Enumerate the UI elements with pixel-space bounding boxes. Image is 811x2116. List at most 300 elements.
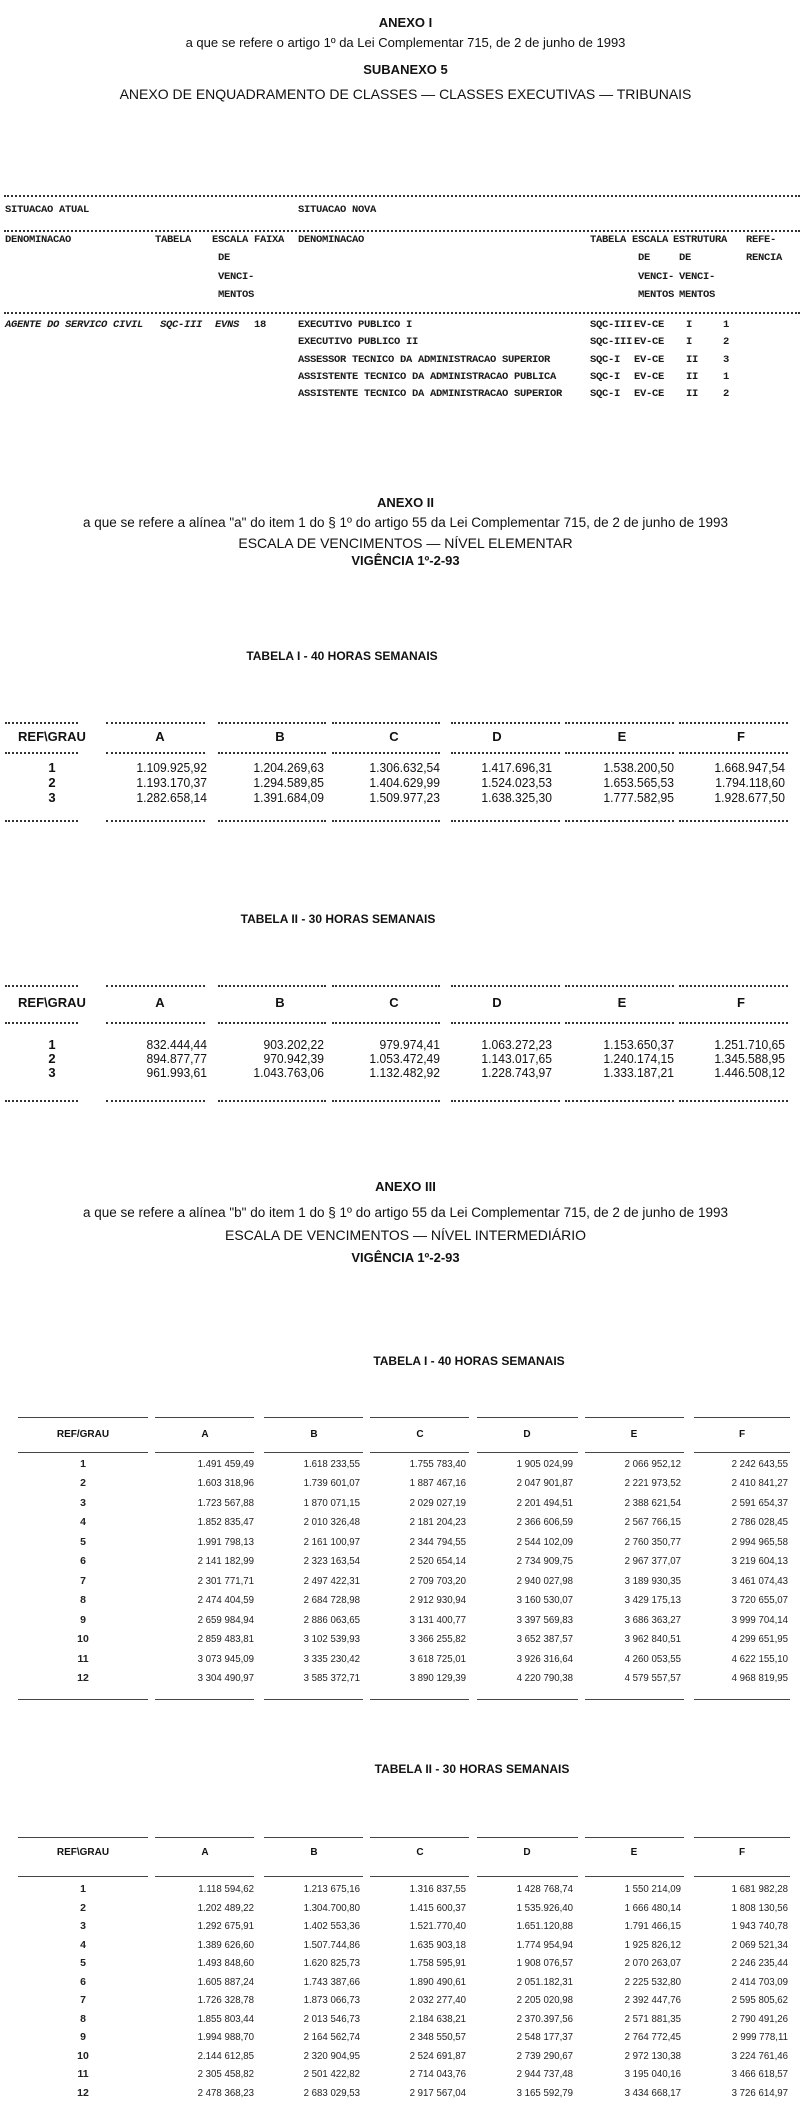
divider — [565, 820, 674, 822]
value-cell: 2 786 028,45 — [731, 1516, 788, 1529]
current-faixa: 18 — [254, 319, 267, 331]
value-cell: 1.723 567,88 — [197, 1496, 254, 1509]
value-cell: 3 686 363,27 — [624, 1613, 681, 1626]
ref-cell: 2 — [80, 1901, 86, 1914]
value-cell: 2 010 326,48 — [303, 1516, 360, 1529]
row-tabela: SQC-III — [590, 319, 633, 331]
value-cell: 2 734 909,75 — [516, 1555, 573, 1568]
value-cell: 1.743 387,66 — [303, 1975, 360, 1988]
value-cell: 2 301 771,71 — [197, 1574, 254, 1587]
value-cell: 3 189 930,35 — [624, 1574, 681, 1587]
value-cell: 1 535.926,40 — [516, 1901, 573, 1914]
divider — [4, 230, 800, 232]
divider — [218, 1100, 326, 1102]
row-escala: EV-CE — [634, 319, 665, 331]
value-cell: 1 905 024,99 — [516, 1458, 573, 1470]
header-estrutura-line: ESTRUTURA — [673, 234, 728, 246]
value-cell: 979.974,41 — [379, 1037, 440, 1052]
value-cell: 1.132.482,92 — [369, 1065, 440, 1080]
row-estrutura: II — [686, 388, 699, 400]
divider — [332, 985, 440, 987]
value-cell: 2 764 772,45 — [624, 2031, 681, 2043]
value-cell: 3 102 539,93 — [303, 1633, 360, 1646]
header-faixa: FAIXA — [254, 234, 285, 246]
divider — [18, 1699, 148, 1700]
column-header: A — [201, 1429, 209, 1440]
divider — [155, 1876, 254, 1877]
value-cell: 2 501 422,82 — [303, 2068, 360, 2080]
divider — [18, 1837, 148, 1838]
value-cell: 4 622 155,10 — [731, 1652, 788, 1665]
value-cell: 1.204.269,63 — [253, 760, 324, 775]
value-cell: 1.852 835,47 — [197, 1516, 254, 1529]
value-cell: 1 428 768,74 — [516, 1883, 573, 1895]
value-cell: 2 047 901,87 — [516, 1477, 573, 1490]
value-cell: 2 181 204,23 — [409, 1516, 466, 1529]
value-cell: 1.524.023,53 — [481, 775, 552, 790]
divider — [451, 985, 560, 987]
value-cell: 1.294.589,85 — [253, 775, 324, 790]
row-denominacao: ASSESSOR TECNICO DA ADMINISTRACAO SUPERIOR — [298, 354, 551, 366]
value-cell: 2 714 043,76 — [409, 2068, 466, 2080]
value-cell: 1.446.508,12 — [714, 1065, 785, 1080]
value-cell: 3 397 569,83 — [516, 1613, 573, 1626]
divider — [565, 1100, 674, 1102]
value-cell: 1.739 601,07 — [303, 1477, 360, 1490]
ref-cell: 6 — [80, 1975, 86, 1988]
divider — [477, 1699, 578, 1700]
value-cell: 2 548 177,37 — [516, 2031, 573, 2043]
value-cell: 4 260 053,55 — [624, 1652, 681, 1665]
value-cell: 2 709 703,20 — [409, 1574, 466, 1587]
table-title: TABELA II - 30 HORAS SEMANAIS — [374, 1762, 570, 1776]
ref-cell: 3 — [80, 1920, 86, 1932]
value-cell: 1.873 066,73 — [303, 1994, 360, 2006]
column-header: F — [737, 729, 745, 744]
value-cell: 2.184 638,21 — [409, 2012, 466, 2025]
divider — [264, 1452, 363, 1453]
divider — [565, 722, 674, 724]
value-cell: 2 567 766,15 — [624, 1516, 681, 1529]
value-cell: 1.333.187,21 — [603, 1065, 674, 1080]
value-cell: 2 683 029,53 — [303, 2086, 360, 2099]
value-cell: 1.991 798,13 — [197, 1535, 254, 1548]
value-cell: 1.493 848,60 — [197, 1957, 254, 1969]
divider — [155, 1699, 254, 1700]
value-cell: 1 943 740,78 — [731, 1920, 788, 1932]
ref-cell: 7 — [80, 1994, 86, 2006]
value-cell: 3 434 668,17 — [624, 2086, 681, 2099]
situacao-atual-label: SITUACAO ATUAL — [5, 204, 90, 216]
divider — [370, 1699, 469, 1700]
value-cell: 3 618 725,01 — [409, 1652, 466, 1665]
anexo2-vigencia: VIGÊNCIA 1º-2-93 — [351, 553, 460, 568]
value-cell: 1.509.977,23 — [369, 790, 440, 805]
value-cell: 2 029 027,19 — [409, 1496, 466, 1509]
value-cell: 3 726 614,97 — [731, 2086, 788, 2099]
divider — [694, 1837, 790, 1838]
divider — [218, 985, 326, 987]
row-estrutura: II — [686, 371, 699, 383]
value-cell: 2 320 904,95 — [303, 2049, 360, 2062]
value-cell: 2 201 494,51 — [516, 1496, 573, 1509]
divider — [451, 722, 560, 724]
divider — [451, 1100, 560, 1102]
value-cell: 1.417.696,31 — [481, 760, 552, 775]
value-cell: 2 659 984,94 — [197, 1613, 254, 1626]
value-cell: 832.444,44 — [146, 1037, 207, 1052]
value-cell: 2 410 841,27 — [731, 1477, 788, 1490]
anexo3-title: ANEXO III — [375, 1179, 436, 1194]
value-cell: 2 070 263,07 — [624, 1957, 681, 1969]
column-header: REF\GRAU — [18, 995, 86, 1010]
divider — [106, 820, 205, 822]
value-cell: 1.391.684,09 — [253, 790, 324, 805]
value-cell: 2 760 350,77 — [624, 1535, 681, 1548]
divider — [679, 1022, 788, 1024]
value-cell: 1.228.743,97 — [481, 1065, 552, 1080]
value-cell: 2 790 491,26 — [731, 2012, 788, 2025]
ref-cell: 3 — [80, 1496, 86, 1509]
header-escala-nova-line: MENTOS — [638, 289, 675, 301]
value-cell: 2 595 805,62 — [731, 1994, 788, 2006]
ref-cell: 12 — [77, 2086, 89, 2099]
divider — [155, 1452, 254, 1453]
value-cell: 3 073 945,09 — [197, 1652, 254, 1665]
value-cell: 1 908 076,57 — [516, 1957, 573, 1969]
value-cell: 3 304 490,97 — [197, 1671, 254, 1684]
row-estrutura: I — [686, 319, 693, 331]
value-cell: 2 544 102,09 — [516, 1535, 573, 1548]
row-estrutura: II — [686, 354, 699, 366]
value-cell: 3 366 255,82 — [409, 1633, 466, 1646]
ref-cell: 5 — [80, 1535, 86, 1548]
value-cell: 1.928.677,50 — [714, 790, 785, 805]
value-cell: 1.491 459,49 — [197, 1458, 254, 1470]
row-referencia: 1 — [723, 371, 730, 383]
ref-cell: 8 — [80, 1594, 86, 1607]
divider — [694, 1876, 790, 1877]
value-cell: 2 069 521,34 — [731, 1938, 788, 1951]
value-cell: 3 429 175,13 — [624, 1594, 681, 1607]
value-cell: 2 940 027,98 — [516, 1574, 573, 1587]
table-title: TABELA II - 30 HORAS SEMANAIS — [240, 912, 436, 926]
row-denominacao: ASSISTENTE TECNICO DA ADMINISTRACAO PUBLICA — [298, 371, 557, 383]
divider — [679, 1100, 788, 1102]
value-cell: 2 344 794,55 — [409, 1535, 466, 1548]
divider — [155, 1417, 254, 1418]
value-cell: 1.538.200,50 — [603, 760, 674, 775]
divider — [565, 752, 674, 754]
header-escala-line: DE — [218, 252, 231, 264]
value-cell: 1.143.017,65 — [481, 1051, 552, 1066]
divider — [565, 1022, 674, 1024]
ref-cell: 10 — [77, 1633, 89, 1646]
divider — [679, 752, 788, 754]
value-cell: 1.202 489,22 — [197, 1901, 254, 1914]
divider — [332, 820, 440, 822]
divider — [18, 1452, 148, 1453]
value-cell: 1.668.947,54 — [714, 760, 785, 775]
value-cell: 4 299 651,95 — [731, 1633, 788, 1646]
column-header: C — [389, 729, 399, 744]
value-cell: 2 066 952,12 — [624, 1458, 681, 1470]
divider — [477, 1417, 578, 1418]
divider — [155, 1837, 254, 1838]
header-tabela-nova: TABELA — [590, 234, 627, 246]
header-denominacao-nova: DENOMINACAO — [298, 234, 365, 246]
value-cell: 3 224 761,46 — [731, 2049, 788, 2062]
divider — [5, 1100, 78, 1102]
value-cell: 2 917 567,04 — [409, 2086, 466, 2099]
value-cell: 1.304.700,80 — [303, 1901, 360, 1914]
value-cell: 3 999 704,14 — [731, 1613, 788, 1626]
value-cell: 2 348 550,57 — [409, 2031, 466, 2043]
ref-cell: 1 — [80, 1883, 86, 1895]
column-header: C — [389, 995, 399, 1010]
divider — [585, 1699, 684, 1700]
header-escala-nova-line: ESCALA — [632, 234, 669, 246]
value-cell: 1.755 783,40 — [409, 1458, 466, 1470]
divider — [18, 1876, 148, 1877]
value-cell: 2 388 621,54 — [624, 1496, 681, 1509]
value-cell: 1.635 903,18 — [409, 1938, 466, 1951]
column-header: D — [523, 1847, 531, 1858]
value-cell: 1.043.763,06 — [253, 1065, 324, 1080]
value-cell: 1.063.272,23 — [481, 1037, 552, 1052]
value-cell: 1.240.174,15 — [603, 1051, 674, 1066]
divider — [106, 722, 205, 724]
anexo1-heading: ANEXO DE ENQUADRAMENTO DE CLASSES — CLASSES EXECUTIVAS — TRIBUNAIS — [119, 86, 692, 102]
divider — [332, 722, 440, 724]
value-cell: 2 684 728,98 — [303, 1594, 360, 1607]
divider — [585, 1417, 684, 1418]
row-denominacao: EXECUTIVO PUBLICO I — [298, 319, 413, 331]
anexo2-heading: ESCALA DE VENCIMENTOS — NÍVEL ELEMENTAR — [238, 535, 573, 551]
value-cell: 2 392 447,76 — [624, 1994, 681, 2006]
value-cell: 2 474 404,59 — [197, 1594, 254, 1607]
value-cell: 1.521.770,40 — [409, 1920, 466, 1932]
divider — [4, 312, 800, 314]
value-cell: 1.994 988,70 — [197, 2031, 254, 2043]
header-escala-line: VENCI- — [218, 271, 255, 283]
value-cell: 1.651.120,88 — [516, 1920, 573, 1932]
ref-cell: 3 — [48, 790, 56, 805]
ref-cell: 11 — [77, 2068, 89, 2080]
divider — [106, 1022, 205, 1024]
value-cell: 1 681 982,28 — [731, 1883, 788, 1895]
divider — [585, 1876, 684, 1877]
value-cell: 3 890 129,39 — [409, 1671, 466, 1684]
divider — [218, 722, 326, 724]
current-escala: EVNS — [215, 319, 240, 331]
column-header: A — [155, 729, 165, 744]
ref-cell: 1 — [48, 760, 56, 775]
value-cell: 2 205 020,98 — [516, 1994, 573, 2006]
header-referencia-line: REFE- — [746, 234, 777, 246]
column-header: A — [201, 1847, 209, 1858]
value-cell: 3 131 400,77 — [409, 1613, 466, 1626]
value-cell: 1 808 130,56 — [731, 1901, 788, 1914]
value-cell: 3 652 387,57 — [516, 1633, 573, 1646]
divider — [264, 1876, 363, 1877]
value-cell: 1.053.472,49 — [369, 1051, 440, 1066]
row-tabela: SQC-I — [590, 371, 621, 383]
header-escala-nova-line: VENCI- — [638, 271, 675, 283]
value-cell: 1.855 803,44 — [197, 2012, 254, 2025]
ref-cell: 1 — [80, 1458, 86, 1470]
row-referencia: 1 — [723, 319, 730, 331]
divider — [679, 722, 788, 724]
anexo2-title: ANEXO II — [376, 495, 435, 510]
column-header: E — [630, 1847, 638, 1858]
divider — [477, 1837, 578, 1838]
table-title: TABELA I - 40 HORAS SEMANAIS — [373, 1354, 565, 1368]
value-cell: 2 323 163,54 — [303, 1555, 360, 1568]
column-header: C — [416, 1847, 424, 1858]
value-cell: 3 962 840,51 — [624, 1633, 681, 1646]
divider — [106, 985, 205, 987]
anexo3-vigencia: VIGÊNCIA 1º-2-93 — [351, 1250, 460, 1265]
divider — [585, 1452, 684, 1453]
current-denominacao: AGENTE DO SERVICO CIVIL — [5, 319, 144, 331]
column-header: REF/GRAU — [56, 1429, 110, 1440]
value-cell: 1.758 595,91 — [409, 1957, 466, 1969]
value-cell: 1.402 553,36 — [303, 1920, 360, 1932]
value-cell: 2 305 458,82 — [197, 2068, 254, 2080]
value-cell: 3 219 604,13 — [731, 1555, 788, 1568]
value-cell: 4 968 819,95 — [731, 1671, 788, 1684]
value-cell: 1.605 887,24 — [197, 1975, 254, 1988]
row-escala: EV-CE — [634, 388, 665, 400]
row-estrutura: I — [686, 336, 693, 348]
column-header: REF\GRAU — [56, 1847, 110, 1858]
value-cell: 3 720 655,07 — [731, 1594, 788, 1607]
row-denominacao: EXECUTIVO PUBLICO II — [298, 336, 419, 348]
value-cell: 1.603 318,96 — [197, 1477, 254, 1490]
divider — [694, 1452, 790, 1453]
value-cell: 2 246 235,44 — [731, 1957, 788, 1969]
ref-cell: 8 — [80, 2012, 86, 2025]
value-cell: 1.726 328,78 — [197, 1994, 254, 2006]
row-denominacao: ASSISTENTE TECNICO DA ADMINISTRACAO SUPERIOR — [298, 388, 563, 400]
value-cell: 903.202,22 — [263, 1037, 324, 1052]
value-cell: 2 161 100,97 — [303, 1535, 360, 1548]
anexo3-heading: ESCALA DE VENCIMENTOS — NÍVEL INTERMEDIÁRIO — [225, 1227, 586, 1243]
divider — [18, 1417, 148, 1418]
value-cell: 1.345.588,95 — [714, 1051, 785, 1066]
ref-cell: 10 — [77, 2049, 89, 2062]
value-cell: 1.282.658,14 — [136, 790, 207, 805]
column-header: D — [492, 995, 502, 1010]
column-header: C — [416, 1429, 424, 1440]
value-cell: 2 912 930,94 — [409, 1594, 466, 1607]
value-cell: 1.791 466,15 — [624, 1920, 681, 1932]
divider — [332, 1100, 440, 1102]
divider — [565, 985, 674, 987]
ref-cell: 11 — [77, 1652, 89, 1665]
value-cell: 3 585 372,71 — [303, 1671, 360, 1684]
ref-cell: 1 — [48, 1037, 56, 1052]
column-header: F — [737, 995, 745, 1010]
value-cell: 2 999 778,11 — [732, 2031, 788, 2043]
value-cell: 3 926 316,64 — [516, 1652, 573, 1665]
table-title: TABELA I - 40 HORAS SEMANAIS — [246, 649, 438, 663]
value-cell: 2 859 483,81 — [197, 1633, 254, 1646]
value-cell: 1 925 826,12 — [624, 1938, 681, 1951]
value-cell: 3 461 074,43 — [731, 1574, 788, 1587]
divider — [679, 820, 788, 822]
column-header: E — [630, 1429, 638, 1440]
header-referencia-line: RENCIA — [746, 252, 783, 264]
column-header: F — [738, 1429, 746, 1440]
divider — [451, 1022, 560, 1024]
value-cell: 1.213 675,16 — [303, 1883, 360, 1895]
header-denominacao: DENOMINACAO — [5, 234, 72, 246]
value-cell: 894.877,77 — [146, 1051, 207, 1066]
ref-cell: 5 — [80, 1957, 86, 1969]
value-cell: 3 160 530,07 — [516, 1594, 573, 1607]
value-cell: 1.620 825,73 — [303, 1957, 360, 1969]
divider — [679, 985, 788, 987]
ref-cell: 7 — [80, 1574, 86, 1587]
value-cell: 1.118 594,62 — [198, 1883, 254, 1895]
divider — [218, 820, 326, 822]
divider — [370, 1452, 469, 1453]
ref-cell: 12 — [77, 1671, 89, 1684]
anexo1-subtitle: a que se refere o artigo 1º da Lei Complementar 715, de 2 de junho de 1993 — [185, 35, 626, 50]
row-escala: EV-CE — [634, 354, 665, 366]
row-escala: EV-CE — [634, 371, 665, 383]
value-cell: 1.251.710,65 — [714, 1037, 785, 1052]
value-cell: 1.638.325,30 — [481, 790, 552, 805]
divider — [264, 1699, 363, 1700]
ref-cell: 4 — [80, 1516, 86, 1529]
header-escala-line: MENTOS — [218, 289, 255, 301]
divider — [694, 1699, 790, 1700]
divider — [5, 985, 78, 987]
value-cell: 1.794.118,60 — [715, 775, 785, 790]
value-cell: 1.404.629,99 — [369, 775, 440, 790]
ref-cell: 2 — [80, 1477, 86, 1490]
divider — [5, 752, 78, 754]
value-cell: 2.144 612,85 — [197, 2049, 254, 2062]
value-cell: 3 195 040,16 — [624, 2068, 681, 2080]
value-cell: 2 221 973,52 — [624, 1477, 681, 1490]
anexo2-subtitle: a que se refere a alínea "a" do item 1 do § 1º do artigo 55 da Lei Complementar 715, de 2 de junho de 1993 — [83, 515, 728, 530]
column-header: B — [310, 1847, 318, 1858]
value-cell: 2 225 532,80 — [624, 1975, 681, 1988]
value-cell: 2 141 182,99 — [197, 1555, 254, 1568]
value-cell: 2 013 546,73 — [303, 2012, 360, 2025]
value-cell: 2 994 965,58 — [731, 1535, 788, 1548]
row-referencia: 2 — [723, 336, 730, 348]
value-cell: 2 497 422,31 — [303, 1574, 360, 1587]
anexo3-subtitle: a que se refere a alínea "b" do item 1 do § 1º do artigo 55 da Lei Complementar 715, de 2 de junho de 1993 — [83, 1205, 728, 1220]
value-cell: 1 550 214,09 — [624, 1883, 681, 1895]
value-cell: 961.993,61 — [146, 1065, 207, 1080]
divider — [106, 752, 205, 754]
value-cell: 3 165 592,79 — [516, 2086, 573, 2099]
column-header: F — [738, 1847, 746, 1858]
value-cell: 2 571 881,35 — [624, 2012, 681, 2025]
header-estrutura-line: DE — [679, 252, 692, 264]
divider — [585, 1837, 684, 1838]
column-header: REF\GRAU — [18, 729, 86, 744]
ref-cell: 2 — [48, 775, 56, 790]
divider — [477, 1876, 578, 1877]
value-cell: 1 870 071,15 — [303, 1496, 360, 1509]
